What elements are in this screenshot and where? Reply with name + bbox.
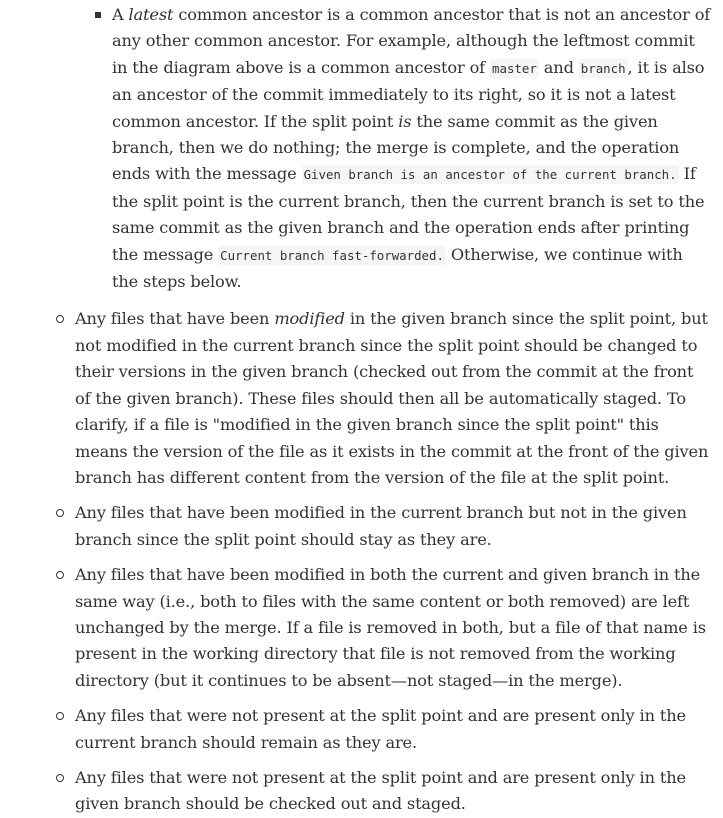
list-item-modified-in-given <box>75 306 709 491</box>
text-segment: the same commit as the given branch, then we do nothing; the merge is complete, and the operation ends with the message <box>112 111 680 184</box>
text-segment: A <box>112 5 129 24</box>
text-segment: common ancestor is a common ancestor that is not an ancestor of any other common ancestor. For example, although the leftmost commit in the diagram above is a common ancestor of <box>112 5 711 77</box>
list-item-modified-in-both <box>75 562 709 694</box>
circle-bullet-icon <box>56 571 64 579</box>
circle-bullet-icon <box>56 509 64 517</box>
code-master: master <box>492 60 537 76</box>
square-bullet-icon <box>95 12 101 18</box>
emphasis-latest: latest <box>128 5 174 24</box>
circle-bullet-icon <box>56 774 64 782</box>
text-segment: If the split point is the current branch, then the current branch is set to the same commit as the given branch and the operation ends after printing the message <box>112 164 705 264</box>
text-segment: and <box>538 57 579 77</box>
list-item-text: Any files that have been modified in the current branch but not in the given branch since the split point should stay as they are. <box>75 503 687 549</box>
list-item-text: Any files that were not present at the split point and are present only in the given branch should be checked out and staged. <box>75 767 686 814</box>
list-item-only-in-current <box>75 703 709 756</box>
emphasis-modified: modified <box>274 309 345 329</box>
code-branch: branch <box>580 60 626 76</box>
list-item-modified-in-current <box>75 500 709 553</box>
text-segment: in the given branch since the split point, but not modified in the current branch since the split point should be changed to their versions in the given branch (checked out from the commit at the front of the given branch). These files should then all be automatically staged. To clarify, if a file is "modified in the given branch since the split point" this means the version of the file as it exists in the commit at the front of the given branch has different content from the version of the file at the split point. <box>75 309 709 487</box>
code-fast-forward-message: Current branch fast-forwarded. <box>220 247 444 263</box>
code-given-branch-message: Given branch is an ancestor of the current branch. <box>303 167 677 183</box>
list-item-text: Any files that were not present at the split point and are present only in the current branch should remain as they are. <box>75 706 686 752</box>
text-segment: , it is also an ancestor of the commit immediately to its right, so it is not a latest common ancestor. If the split point <box>112 57 705 131</box>
list-item-only-in-given <box>75 765 709 818</box>
nested-list-item-latest-common-ancestor <box>112 2 712 295</box>
text-segment: Any files that have been <box>75 309 275 329</box>
text-segment: Otherwise, we continue with the steps below. <box>112 244 683 292</box>
circle-bullet-icon <box>56 712 64 720</box>
circle-bullet-icon <box>56 315 64 323</box>
emphasis-is: is <box>398 111 412 131</box>
list-item-text: Any files that have been modified in both the current and given branch in the same way (i.e., both to files with the same content or both removed) are left unchanged by the merge. If a file is removed in both, but a file of that name is present in the working directory that file is not removed from the working directory (but it continues to be absent—not staged—in the merge). <box>75 565 706 690</box>
